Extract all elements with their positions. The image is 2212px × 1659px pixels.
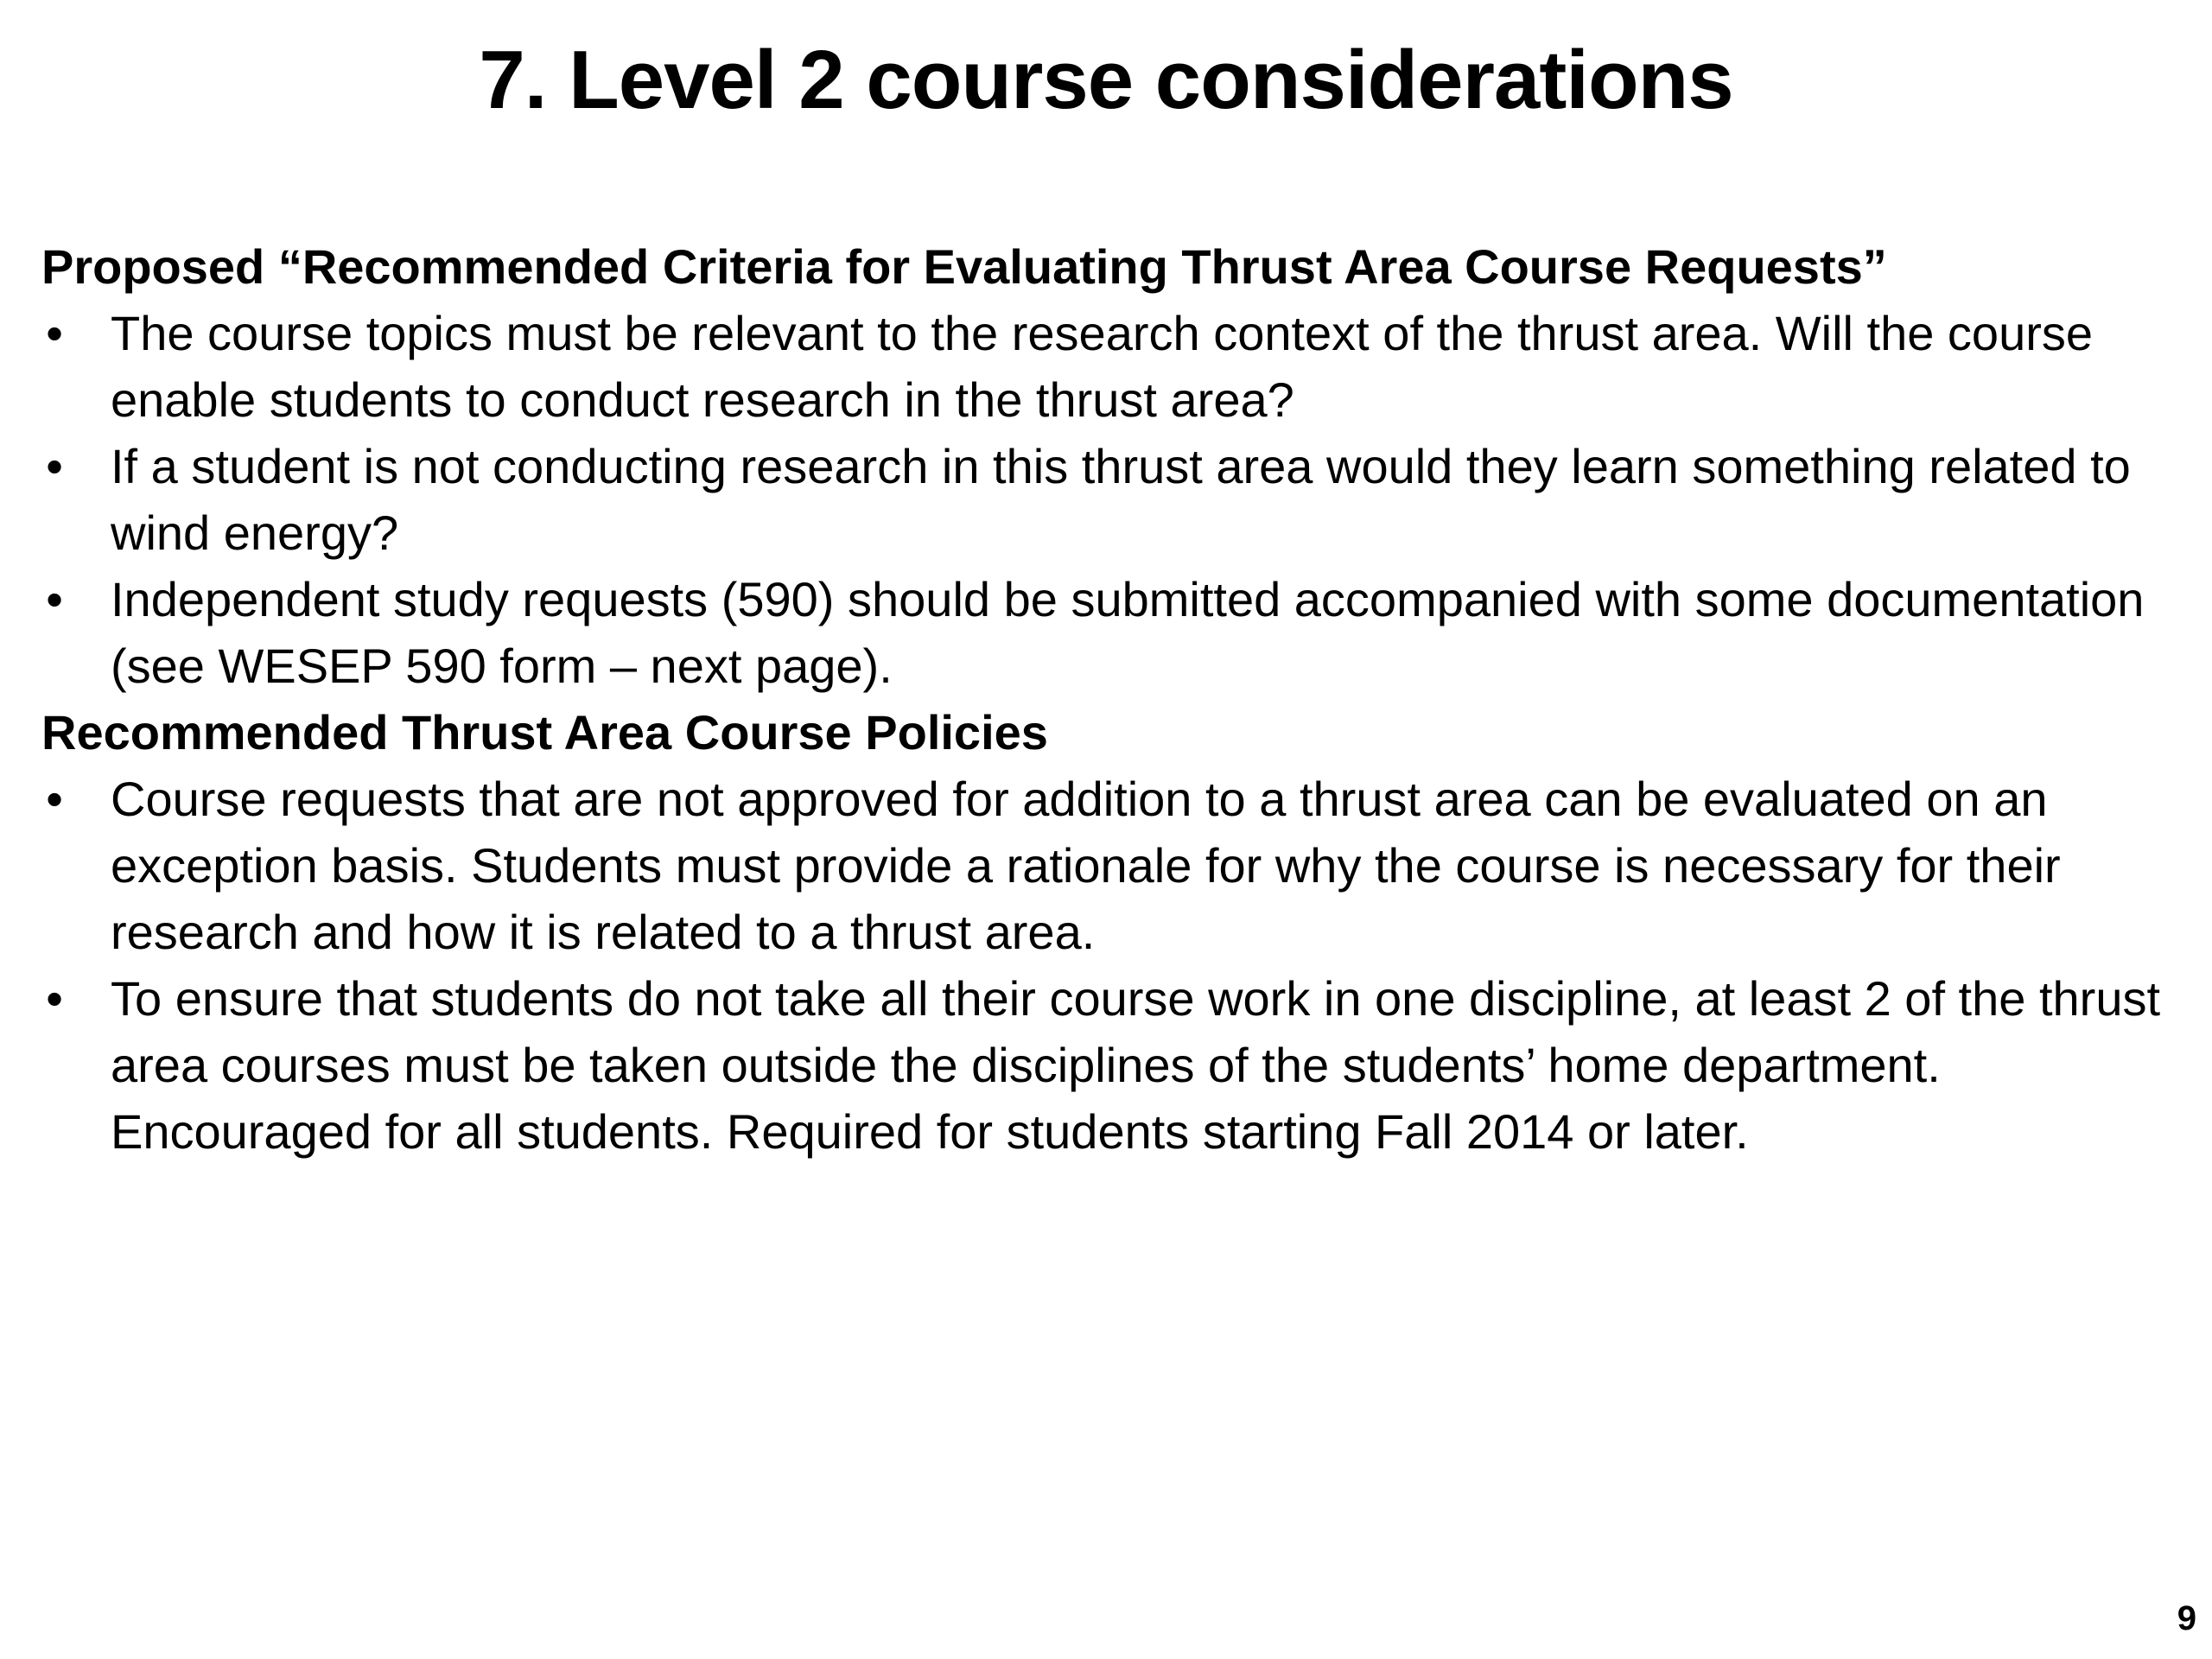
- slide-content: [41, 233, 2176, 1165]
- page-number: 9: [2177, 1599, 2196, 1637]
- list-item: [41, 300, 2176, 433]
- list-item-text: The course topics must be relevant to the research context of the thrust area. Will the course enable students to conduct research in the thrust area?: [111, 306, 2094, 427]
- list-item: [41, 766, 2176, 965]
- list-item: [41, 433, 2176, 566]
- list-item-text: To ensure that students do not take all their course work in one discipline, at least 2 of the thrust area courses must be taken outside the disciplines of the students’ home department. Encouraged for all students. Required for students starting Fall 2014 or later.: [111, 971, 2161, 1159]
- bullet-icon: •: [46, 971, 63, 1026]
- section-heading-criteria: Proposed “Recommended Criteria for Evaluating Thrust Area Course Requests”: [41, 239, 1887, 294]
- criteria-list: [41, 300, 2176, 699]
- bullet-icon: •: [46, 439, 63, 493]
- list-item: [41, 965, 2176, 1165]
- bullet-icon: •: [46, 306, 63, 360]
- policies-list: [41, 766, 2176, 1165]
- bullet-icon: •: [46, 572, 63, 626]
- list-item-text: If a student is not conducting research in this thrust area would they learn something related to wind energy?: [111, 439, 2131, 560]
- list-item-text: Independent study requests (590) should be submitted accompanied with some documentation (see WESEP 590 form – next page).: [111, 572, 2145, 693]
- list-item: [41, 566, 2176, 699]
- section-heading-policies: Recommended Thrust Area Course Policies: [41, 705, 1048, 760]
- slide-title: 7. Level 2 course considerations: [479, 34, 1733, 126]
- bullet-icon: •: [46, 772, 63, 826]
- list-item-text: Course requests that are not approved for addition to a thrust area can be evaluated on an exception basis. Students must provide a rationale for why the course is necessary for their research and how it is related to a thrust area.: [111, 772, 2061, 959]
